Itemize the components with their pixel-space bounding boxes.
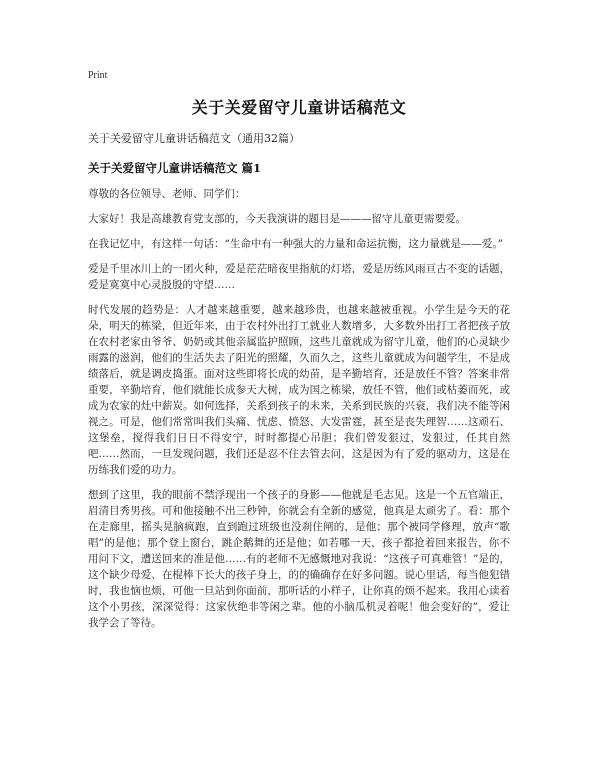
body-paragraph: 时代发展的趋势是：人才越来越重要，越来越珍贵，也越来越被重视。小学生是今天的花朵，明天的栋梁，但近年来，由于农村外出打工就业人数增多，大多数外出打工者把孩子放在农村老家由爷爷、奶奶或其他亲属监护照顾，这些儿童就成为留守儿童，他们的心灵缺少雨露的滋润，他们的生活失去了阳光的照耀，久而久之，这些儿童就成为问题学生，不是成绩落后，就是调皮捣蛋。面对这些即将长成的幼苗，是辛勤培育，还是放任不管？答案非常重要，辛勤培育，他们就能长成参天大树，成为国之栋梁，放任不管，他们或枯萎而死，或成为农家的灶中薪炭。如何选择，关系到孩子的未来，关系到民族的兴衰，我们决不能等闲视之。可是，他们常常叫我们头痛、忧虑、愤怒、大发雷霆，甚至是丧失理智……这顽石、这堡垒，搅得我们日日不得安宁，时时都提心吊胆；我们曾发狠过，发狠过，任其自然吧……然而，一旦发现问题，我们还是忍不住去管去问，这是因为有了爱的驱动力，这是在历练我们爱的功力。 — [88, 304, 510, 476]
love-paragraph: 爱是千里冰川上的一团火种，爱是茫茫暗夜里指航的灯塔，爱是历练风雨亘古不变的话题，爱是寞寞中心灵殷殷的守望…… — [88, 263, 510, 291]
section-heading: 关于关爱留守儿童讲话稿范文 篇1 — [88, 161, 262, 175]
greeting-paragraph: 大家好！我是高雄教育党支部的，今天我演讲的题目是———留守儿童更需要爱。 — [88, 213, 466, 225]
document-subtitle: 关于关爱留守儿童讲话稿范文（通用32篇） — [88, 132, 300, 145]
print-label: Print — [88, 70, 108, 81]
salutation-paragraph: 尊敬的各位领导、老师、同学们： — [88, 188, 246, 200]
page-title: 关于关爱留守儿童讲话稿范文 — [191, 98, 407, 117]
quote-paragraph: 在我记忆中，有这样一句话：“生命中有一种强大的力量和命运抗衡，这力量就是——爱。” — [88, 238, 503, 250]
story-paragraph: 想到了这里，我的眼前不禁浮现出一个孩子的身影——他就是毛志见。这是一个五官端正，眉清目秀男孩。可和他接触不出三秒钟，你就会有全新的感觉，他真是太顽劣了。看：那个在走廊里，摇头晃脑疯跑，直到跑过班级也没刹住闸的，是他；那个被同学修理，放声“歌唱”的是他；那个登上窗台，跳企鹅舞的还是他；如若哪一天，孩子都抢着回来报告，你不用问下文，遭送回来的准是他……有的老师不无感慨地对我说：“这孩子可真难管！”是的，这个缺少母爱、在棍棒下长大的孩子身上，的的确确存在好多问题。说心里话，每当他犯错时，我也恼也烦，可他一旦站到你面前，那听话的小样子，让你真的烦不起来。我用心读着这个小男孩，深深觉得：这家伙绝非等闲之辈。他的小脑瓜机灵着呢！他会变好的”，爱让我学会了等待。 — [88, 489, 510, 629]
